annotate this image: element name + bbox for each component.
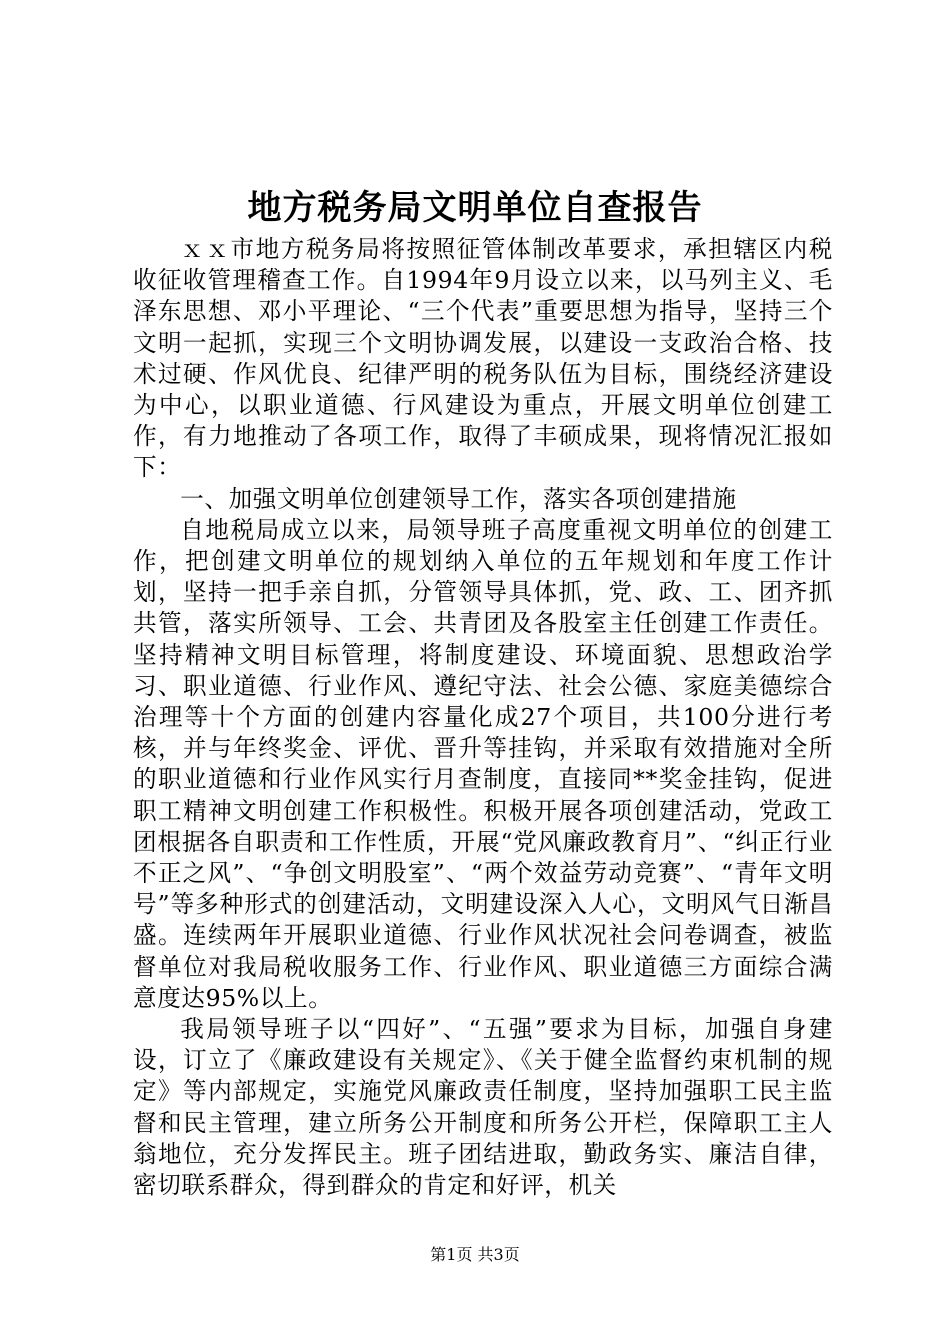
document-title: 地方税务局文明单位自查报告 [247,188,703,228]
document-body [133,234,833,1201]
paragraph-intro: ｘｘ市地方税务局将按照征管体制改革要求，承担辖区内税收征收管理稽查工作。自1994年9月设立以来，以马列主义、毛泽东思想、邓小平理论、“三个代表”重要思想为指导，坚持三个文明一起抓，实现三个文明协调发展，以建设一支政治合格、技术过硬、作风优良、纪律严明的税务队伍为目标，围绕经济建设为中心，以职业道德、行风建设为重点，开展文明单位创建工作，有力地推动了各项工作，取得了丰硕成果，现将情况汇报如下： [133,235,833,482]
paragraph-creation-work: 自地税局成立以来，局领导班子高度重视文明单位的创建工作，把创建文明单位的规划纳入单位的五年规划和年度工作计划，坚持一把手亲自抓，分管领导具体抓，党、政、工、团齐抓共管，落实所领导、工会、共青团及各股室主任创建工作责任。坚持精神文明目标管理，将制度建设、环境面貌、思想政治学习、职业道德、行业作风、遵纪守法、社会公德、家庭美德综合治理等十个方面的创建内容量化成27个项目，共100分进行考核，并与年终奖金、评优、晋升等挂钩，并采取有效措施对全所的职业道德和行业作风实行月查制度，直接同**奖金挂钩，促进职工精神文明创建工作积极性。积极开展各项创建活动，党政工团根据各自职责和工作性质，开展“党风廉政教育月”、“纠正行业不正之风”、“争创文明股室”、“两个效益劳动竞赛”、“青年文明号”等多种形式的创建活动，文明建设深入人心，文明风气日渐昌盛。连续两年开展职业道德、行业作风状况社会问卷调查，被监督单位对我局税收服务工作、行业作风、职业道德三方面综合满意度达95%以上。 [133,515,833,1012]
section-heading: 一、加强文明单位创建领导工作，落实各项创建措施 [180,484,737,513]
page-footer: 第1页 共3页 [430,1245,520,1264]
paragraph-leadership: 我局领导班子以“四好”、“五强”要求为目标，加强自身建设，订立了《廉政建设有关规定》、《关于健全监督约束机制的规定》等内部规定，实施党风廉政责任制度，坚持加强职工民主监督和民主管理，建立所务公开制度和所务公开栏，保障职工主人翁地位，充分发挥民主。班子团结进取，勤政务实、廉洁自律，密切联系群众，得到群众的肯定和好评，机关 [133,1015,833,1200]
